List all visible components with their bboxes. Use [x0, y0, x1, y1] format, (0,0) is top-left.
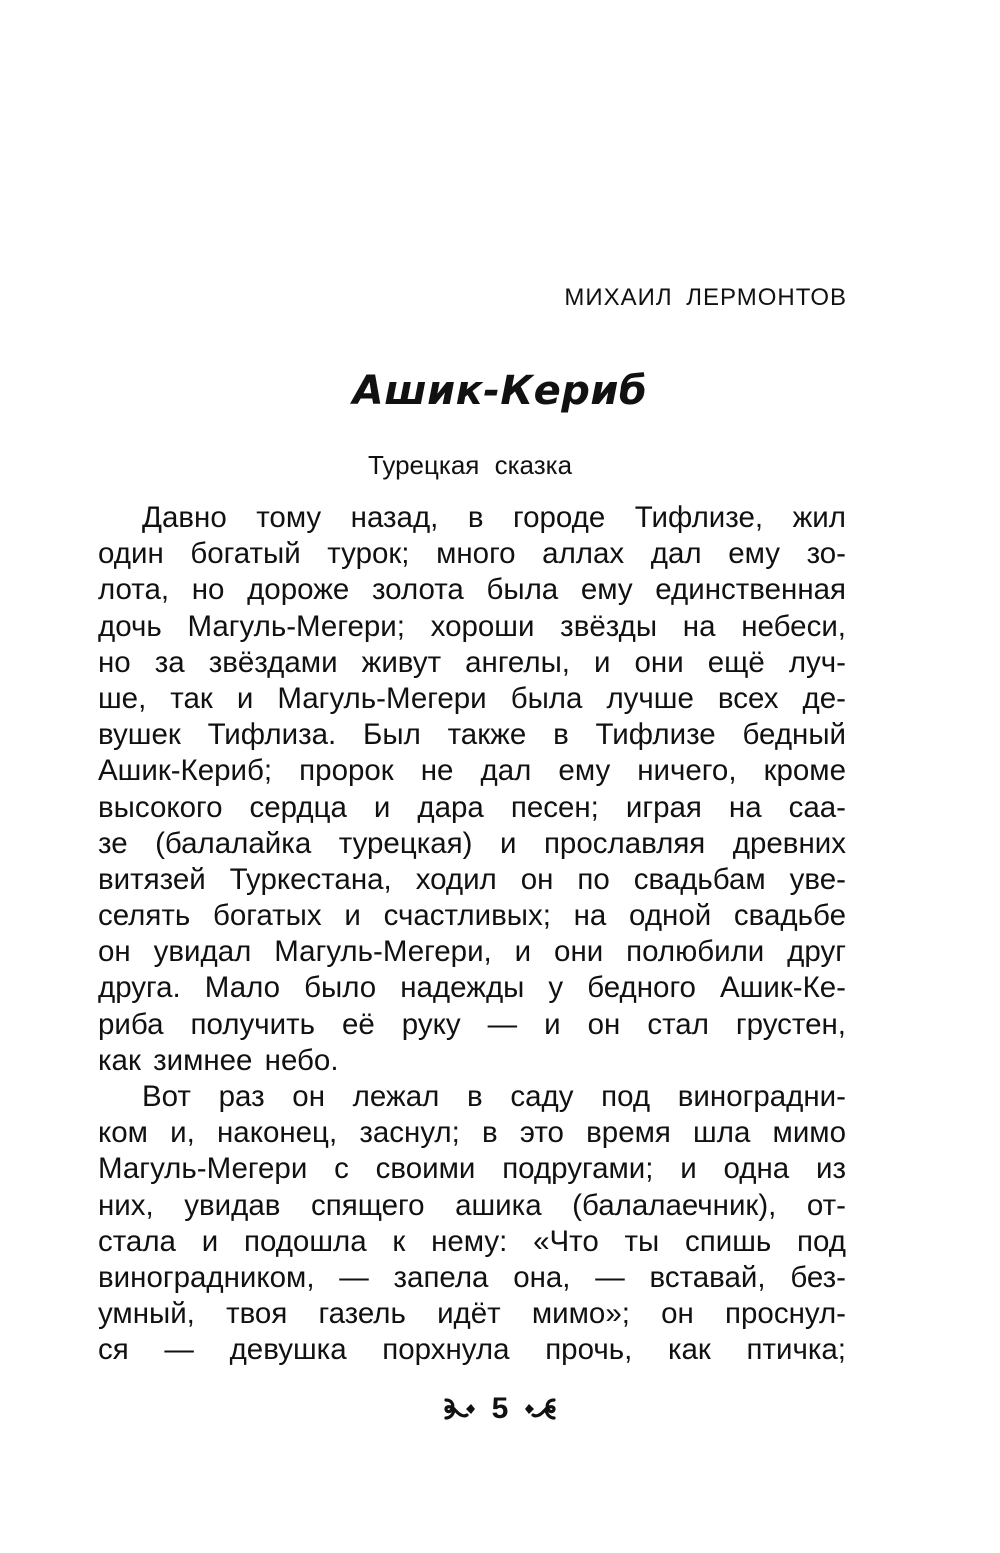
text-line: один богатый турок; много аллах дал ему зо-: [98, 537, 846, 571]
text-line: как зимнее небо.: [98, 1043, 339, 1077]
ornament-left-icon: [442, 1396, 476, 1422]
text-line: селять богатых и счастливых; на одной свадьбе: [98, 899, 846, 933]
text-line: высокого сердца и дара песен; играя на саа-: [98, 790, 846, 824]
text-line: дочь Магуль-Мегери; хороши звёзды на небеси,: [98, 609, 846, 643]
text-line: витязей Туркестана, ходил он по свадьбам уве-: [98, 862, 846, 896]
text-line: них, увидав спящего ашика (балалаечник), от-: [98, 1188, 846, 1222]
text-line: ся — девушка порхнула прочь, как птичка;: [98, 1333, 846, 1367]
story-title: Ашик-Кериб: [352, 368, 648, 414]
text-line: Магуль-Мегери с своими подругами; и одна из: [98, 1152, 846, 1186]
ornament-right-icon: [524, 1396, 558, 1422]
story-body: [98, 500, 846, 1369]
running-header-author: МИХАИЛ ЛЕРМОНТОВ: [564, 284, 847, 311]
text-line: друга. Мало было надежды у бедного Ашик-Ке-: [98, 971, 846, 1005]
text-line: виноградником, — запела она, — вставай, без-: [98, 1260, 846, 1294]
story-subtitle: Турецкая сказка: [367, 450, 573, 480]
text-line: вушек Тифлиза. Был также в Тифлизе бедный: [98, 718, 846, 752]
text-line: зе (балалайка турецкая) и прославляя древних: [98, 826, 846, 860]
text-line: ком и, наконец, заснул; в это время шла мимо: [98, 1116, 846, 1150]
text-line: но за звёздами живут ангелы, и они ещё луч-: [98, 645, 846, 679]
text-line: ше, так и Магуль-Мегери была лучше всех де-: [98, 681, 846, 715]
text-line: стала и подошла к нему: «Что ты спишь под: [98, 1224, 846, 1258]
text-line: Вот раз он лежал в саду под виноградни-: [142, 1080, 846, 1113]
text-line: он увидал Магуль-Мегери, и они полюбили друг: [98, 935, 846, 969]
text-line: лота, но дороже золота была ему единственная: [98, 573, 846, 607]
text-line: Ашик-Кериб; пророк не дал ему ничего, кроме: [98, 754, 846, 788]
page-footer: [0, 1392, 1000, 1426]
text-line: умный, твоя газель идёт мимо»; он проснул-: [98, 1297, 846, 1331]
page-number: 5: [491, 1392, 509, 1425]
text-line: Давно тому назад, в городе Тифлизе, жил: [142, 501, 846, 534]
text-line: риба получить её руку — и он стал грустен,: [98, 1007, 846, 1041]
